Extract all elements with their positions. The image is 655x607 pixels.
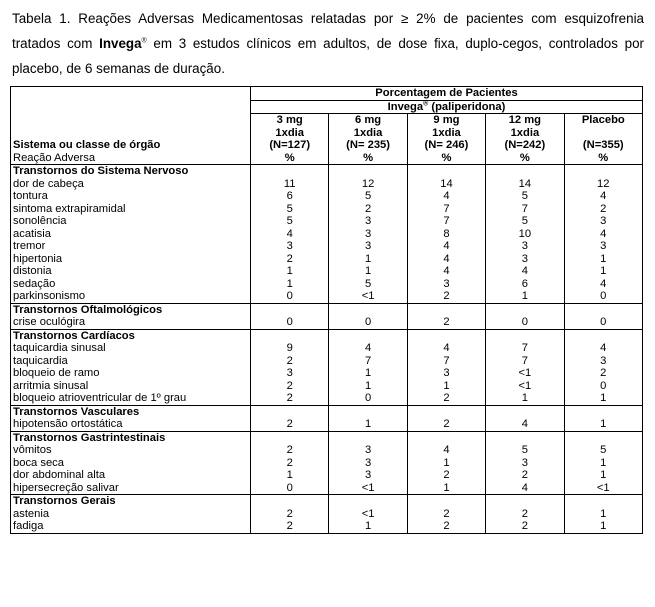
col-unit-2: % [407, 152, 485, 165]
value-cell: 1 [329, 520, 407, 533]
category-spacer-cell [564, 303, 642, 316]
table-row [11, 444, 643, 457]
caption-brand: Invega [99, 36, 142, 51]
row-title-system: Sistema ou classe de órgão [13, 139, 161, 151]
value-cell: 5 [251, 203, 329, 216]
value-cell: 2 [251, 392, 329, 405]
value-cell: 0 [251, 316, 329, 329]
value-cell: 0 [486, 316, 564, 329]
reaction-label: vômitos [13, 444, 52, 456]
category-label: Transtornos Oftalmológicos [11, 303, 251, 316]
table-row [11, 482, 643, 495]
caption-registered-mark: ® [141, 37, 147, 45]
value-cell: 6 [251, 190, 329, 203]
reaction-label: boca seca [13, 456, 64, 469]
value-cell: 7 [329, 355, 407, 368]
value-cell: 2 [251, 508, 329, 521]
reaction-label: sintoma extrapiramidal [13, 202, 126, 215]
category-spacer-cell [329, 329, 407, 342]
table-row [11, 392, 643, 405]
category-spacer-cell [251, 405, 329, 418]
value-cell: 2 [251, 457, 329, 470]
reaction-label: tontura [13, 190, 48, 202]
category-spacer-cell [251, 165, 329, 178]
value-cell: 4 [564, 228, 642, 241]
value-cell: 1 [251, 265, 329, 278]
table-row [11, 228, 643, 241]
value-cell: 11 [251, 178, 329, 191]
table-row [11, 190, 643, 203]
value-cell: 7 [486, 355, 564, 368]
reaction-label: dor de cabeça [13, 177, 84, 190]
value-cell: 3 [486, 253, 564, 266]
table-row [11, 178, 643, 191]
value-cell: 10 [486, 228, 564, 241]
value-cell: 1 [329, 367, 407, 380]
col-dose-0: 3 mg [251, 114, 329, 127]
col-n-0: (N=127) [251, 139, 329, 152]
value-cell: 1 [329, 380, 407, 393]
category-spacer-cell [329, 303, 407, 316]
value-cell: 2 [329, 203, 407, 216]
category-spacer-cell [564, 329, 642, 342]
value-cell: 2 [564, 367, 642, 380]
value-cell: 5 [251, 215, 329, 228]
reaction-label: taquicardia [13, 354, 68, 367]
value-cell: 0 [329, 316, 407, 329]
value-cell: 4 [407, 190, 485, 203]
table-row [11, 278, 643, 291]
value-cell: 3 [329, 240, 407, 253]
category-label: Transtornos do Sistema Nervoso [11, 165, 251, 178]
value-cell: 5 [564, 444, 642, 457]
category-spacer-cell [407, 165, 485, 178]
value-cell: 3 [486, 457, 564, 470]
reaction-label: bloqueio de ramo [13, 367, 100, 379]
category-row [11, 431, 643, 444]
adverse-reactions-table [10, 86, 643, 534]
table-row [11, 380, 643, 393]
reaction-label: acatisia [13, 227, 51, 240]
table-row [11, 508, 643, 521]
category-spacer-cell [407, 329, 485, 342]
table-body [11, 87, 643, 534]
value-cell: 3 [564, 240, 642, 253]
value-cell: 4 [407, 240, 485, 253]
category-spacer-cell [407, 431, 485, 444]
value-cell: 4 [407, 444, 485, 457]
reaction-label: hipersecreção salivar [13, 481, 119, 494]
value-cell: 9 [251, 342, 329, 355]
category-spacer-cell [486, 431, 564, 444]
col-dose-4: Placebo [564, 114, 642, 127]
table-row [11, 240, 643, 253]
value-cell: 7 [407, 203, 485, 216]
value-cell: 1 [251, 278, 329, 291]
reaction-label: parkinsonismo [13, 290, 86, 302]
value-cell: 1 [564, 520, 642, 533]
value-cell: 7 [486, 342, 564, 355]
category-spacer-cell [486, 303, 564, 316]
value-cell: 1 [564, 457, 642, 470]
col-freq-2: 1xdia [407, 127, 485, 140]
category-spacer-cell [564, 165, 642, 178]
col-dose-1: 6 mg [329, 114, 407, 127]
value-cell: <1 [329, 482, 407, 495]
category-spacer-cell [486, 329, 564, 342]
category-spacer-cell [407, 405, 485, 418]
value-cell: 0 [564, 316, 642, 329]
header-spacer [11, 114, 251, 127]
value-cell: 2 [407, 316, 485, 329]
col-unit-4: % [564, 152, 642, 165]
category-label: Transtornos Gastrintestinais [11, 431, 251, 444]
value-cell: 4 [407, 253, 485, 266]
value-cell: 2 [486, 508, 564, 521]
col-n-1: (N= 235) [329, 139, 407, 152]
value-cell: 0 [329, 392, 407, 405]
value-cell: <1 [486, 380, 564, 393]
value-cell: 4 [407, 342, 485, 355]
table-caption [12, 6, 644, 81]
value-cell: 2 [486, 469, 564, 482]
category-spacer-cell [486, 405, 564, 418]
value-cell: <1 [486, 367, 564, 380]
category-row [11, 495, 643, 508]
drug-registered-mark: ® [423, 99, 429, 107]
value-cell: 7 [407, 355, 485, 368]
col-unit-1: % [329, 152, 407, 165]
value-cell: 4 [251, 228, 329, 241]
category-label: Transtornos Vasculares [11, 405, 251, 418]
table-row [11, 469, 643, 482]
category-spacer-cell [564, 495, 642, 508]
reaction-label: fadiga [13, 520, 44, 532]
col-unit-3: % [486, 152, 564, 165]
category-spacer-cell [329, 165, 407, 178]
value-cell: 3 [329, 444, 407, 457]
table-row [11, 355, 643, 368]
col-dose-3: 12 mg [486, 114, 564, 127]
value-cell: 1 [329, 253, 407, 266]
value-cell: 2 [407, 508, 485, 521]
value-cell: 1 [329, 265, 407, 278]
group-title: Porcentagem de Pacientes [251, 87, 643, 101]
value-cell: 3 [329, 469, 407, 482]
caption-prefix: Tabela 1. Reações Adversas Medicamentosas relatadas por ≥ 2% de pacientes com esquizofrenia tratados com [12, 11, 644, 51]
header-row-n [11, 139, 643, 152]
table-row [11, 316, 643, 329]
value-cell: 5 [486, 215, 564, 228]
value-cell: 3 [564, 215, 642, 228]
reaction-label: taquicardia sinusal [13, 342, 106, 354]
row-title-reaction: Reação Adversa [13, 151, 96, 164]
value-cell: 1 [251, 469, 329, 482]
col-n-4: (N=355) [564, 139, 642, 152]
value-cell: 1 [564, 265, 642, 278]
drug-brand: Invega [387, 100, 424, 113]
value-cell: 3 [564, 355, 642, 368]
category-spacer-cell [251, 495, 329, 508]
value-cell: 7 [486, 203, 564, 216]
table-row [11, 418, 643, 431]
category-spacer-cell [329, 431, 407, 444]
col-dose-2: 9 mg [407, 114, 485, 127]
category-label: Transtornos Cardíacos [11, 329, 251, 342]
value-cell: 2 [407, 392, 485, 405]
category-spacer-cell [329, 495, 407, 508]
header-row-freq [11, 127, 643, 140]
value-cell: 2 [251, 520, 329, 533]
table-row [11, 203, 643, 216]
header-row-unit [11, 152, 643, 165]
value-cell: 3 [329, 457, 407, 470]
value-cell: 1 [564, 392, 642, 405]
value-cell: 0 [564, 290, 642, 303]
value-cell: <1 [564, 482, 642, 495]
category-row [11, 405, 643, 418]
value-cell: 14 [486, 178, 564, 191]
header-row-group [11, 87, 643, 101]
value-cell: 1 [407, 380, 485, 393]
value-cell: 0 [564, 380, 642, 393]
reaction-label: tremor [13, 240, 46, 252]
col-freq-1: 1xdia [329, 127, 407, 140]
value-cell: <1 [329, 290, 407, 303]
value-cell: 12 [564, 178, 642, 191]
value-cell: 2 [251, 444, 329, 457]
category-row [11, 165, 643, 178]
table-row [11, 265, 643, 278]
reaction-label: astenia [13, 507, 50, 520]
header-corner-2 [11, 100, 251, 114]
value-cell: 4 [407, 265, 485, 278]
value-cell: 4 [564, 190, 642, 203]
table-row [11, 367, 643, 380]
category-spacer-cell [251, 431, 329, 444]
value-cell: 3 [251, 367, 329, 380]
table-row [11, 520, 643, 533]
drug-generic: (paliperidona) [428, 100, 506, 113]
value-cell: 0 [251, 290, 329, 303]
col-n-2: (N= 246) [407, 139, 485, 152]
table-row [11, 342, 643, 355]
table-row [11, 215, 643, 228]
reaction-label: hipertonia [13, 252, 63, 265]
value-cell: 5 [329, 278, 407, 291]
value-cell: 4 [564, 342, 642, 355]
category-spacer-cell [486, 165, 564, 178]
value-cell: 6 [486, 278, 564, 291]
value-cell: 1 [407, 482, 485, 495]
value-cell: 2 [251, 355, 329, 368]
drug-title [251, 100, 643, 114]
value-cell: 1 [329, 418, 407, 431]
value-cell: 1 [486, 392, 564, 405]
value-cell: 3 [329, 228, 407, 241]
reaction-label: dor abdominal alta [13, 469, 106, 481]
reaction-label: hipotensão ortostática [13, 418, 123, 430]
col-freq-4 [564, 127, 642, 140]
header-corner [11, 87, 251, 101]
value-cell: 2 [407, 520, 485, 533]
category-spacer-cell [486, 495, 564, 508]
category-spacer-cell [251, 329, 329, 342]
value-cell: 3 [329, 215, 407, 228]
col-n-3: (N=242) [486, 139, 564, 152]
value-cell: 2 [486, 520, 564, 533]
category-row [11, 329, 643, 342]
value-cell: 1 [407, 457, 485, 470]
value-cell: 12 [329, 178, 407, 191]
value-cell: 3 [407, 367, 485, 380]
category-spacer-cell [564, 405, 642, 418]
value-cell: 3 [486, 240, 564, 253]
reaction-label: sedação [13, 277, 56, 290]
category-spacer-cell [329, 405, 407, 418]
value-cell: 4 [564, 278, 642, 291]
value-cell: 1 [486, 290, 564, 303]
value-cell: 0 [251, 482, 329, 495]
value-cell: 2 [251, 253, 329, 266]
value-cell: 2 [251, 418, 329, 431]
category-spacer-cell [251, 303, 329, 316]
value-cell: 1 [564, 418, 642, 431]
category-row [11, 303, 643, 316]
category-spacer-cell [407, 495, 485, 508]
reaction-label: arritmia sinusal [13, 379, 89, 392]
reaction-label: crise oculógira [13, 316, 86, 328]
table-row [11, 290, 643, 303]
value-cell: 5 [486, 444, 564, 457]
category-spacer-cell [564, 431, 642, 444]
value-cell: 7 [407, 215, 485, 228]
header-row-drug [11, 100, 643, 114]
table-row [11, 253, 643, 266]
col-freq-0: 1xdia [251, 127, 329, 140]
value-cell: 3 [251, 240, 329, 253]
value-cell: 14 [407, 178, 485, 191]
value-cell: 2 [564, 203, 642, 216]
col-freq-3: 1xdia [486, 127, 564, 140]
value-cell: 5 [329, 190, 407, 203]
value-cell: 2 [407, 418, 485, 431]
value-cell: 3 [407, 278, 485, 291]
col-unit-0: % [251, 152, 329, 165]
value-cell: <1 [329, 508, 407, 521]
value-cell: 1 [564, 508, 642, 521]
value-cell: 4 [486, 418, 564, 431]
value-cell: 4 [486, 482, 564, 495]
value-cell: 2 [251, 380, 329, 393]
category-spacer-cell [407, 303, 485, 316]
reaction-label: bloqueio atrioventricular de 1º grau [13, 392, 187, 404]
header-row-dose [11, 114, 643, 127]
value-cell: 1 [564, 253, 642, 266]
value-cell: 2 [407, 290, 485, 303]
header-spacer-2 [11, 127, 251, 140]
value-cell: 1 [564, 469, 642, 482]
value-cell: 5 [486, 190, 564, 203]
value-cell: 4 [329, 342, 407, 355]
table-row [11, 457, 643, 470]
value-cell: 8 [407, 228, 485, 241]
value-cell: 2 [407, 469, 485, 482]
reaction-label: distonia [13, 265, 52, 277]
caption-suffix: em 3 estudos clínicos em adultos, de dose fixa, duplo-cegos, controlados por placebo, de 6 semanas de duração. [12, 36, 644, 76]
category-label: Transtornos Gerais [11, 495, 251, 508]
reaction-label: sonolência [13, 215, 67, 227]
value-cell: 4 [486, 265, 564, 278]
